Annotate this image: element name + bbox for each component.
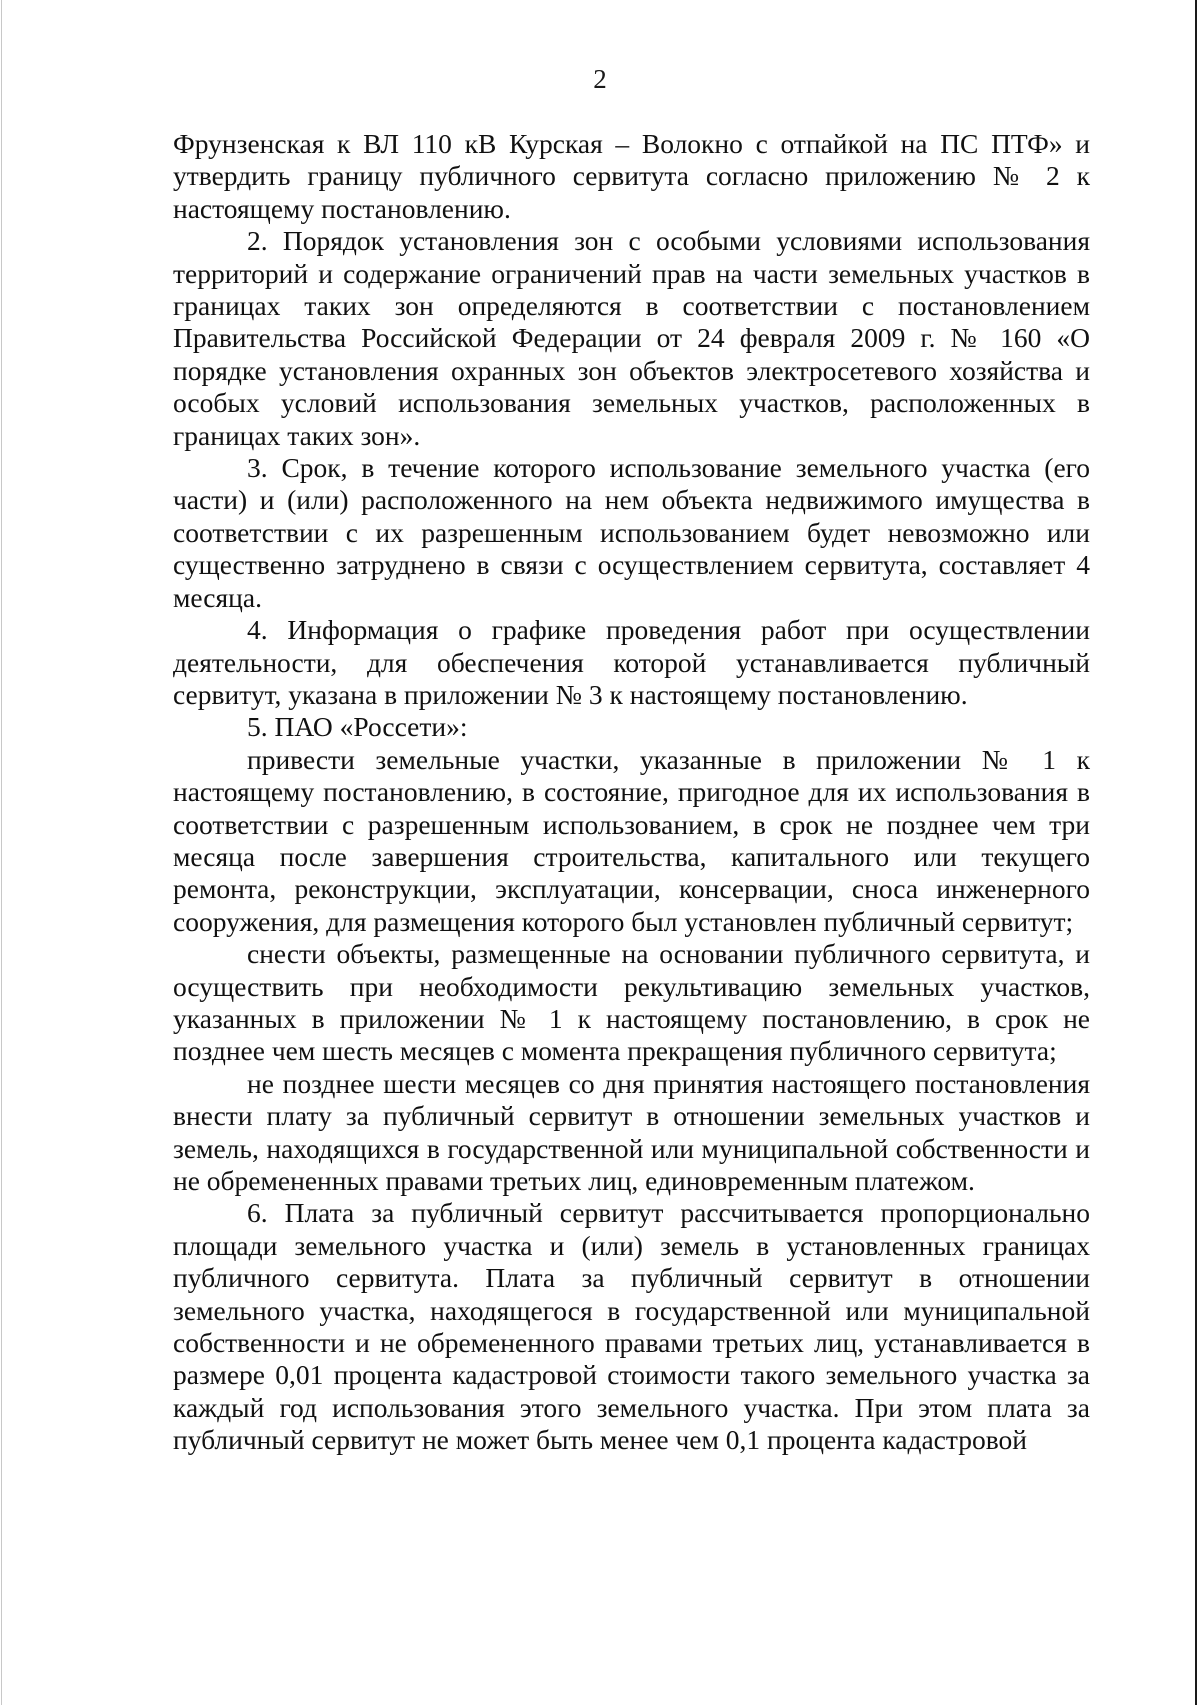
paragraph-item-2: 2. Порядок установления зон с особыми условиями использования территорий и содержание ограничений прав на части земельных участков в границах таких зон определяются в соответствии с постановлением Правительства Российской Федерации от 24 февраля 2009 г. № 160 «О порядке установления охранных зон объектов электросетевого хозяйства и особых условий использования земельных участков, расположенных в границах таких зон».	[173, 225, 1090, 451]
scan-edge-right	[1195, 0, 1197, 1705]
paragraph-continuation: Фрунзенская к ВЛ 110 кВ Курская – Волокно с отпайкой на ПС ПТФ» и утвердить границу публичного сервитута согласно приложению № 2 к настоящему постановлению.	[173, 128, 1090, 224]
paragraph-item-5-heading: 5. ПАО «Россети»:	[247, 711, 468, 743]
document-body	[173, 128, 1090, 1457]
paragraph-item-6: 6. Плата за публичный сервитут рассчитывается пропорционально площади земельного участка и (или) земель в установленных границах публичного сервитута. Плата за публичный сервитут в отношении земельного участка, находящегося в государственной или муниципальной собственности и не обремененного правами третьих лиц, устанавливается в размере 0,01 процента кадастровой стоимости такого земельного участка за каждый год использования этого земельного участка. При этом плата за публичный сервитут не может быть менее чем 0,1 процента кадастровой	[173, 1197, 1090, 1456]
paragraph-item-4: 4. Информация о графике проведения работ при осуществлении деятельности, для обеспечения которой устанавливается публичный сервитут, указана в приложении № 3 к настоящему постановлению.	[173, 614, 1090, 710]
paragraph-item-5-subclause-1: привести земельные участки, указанные в приложении № 1 к настоящему постановлению, в состояние, пригодное для их использования в соответствии с разрешенным использованием, в срок не позднее чем три месяца после завершения строительства, капитального или текущего ремонта, реконструкции, эксплуатации, консервации, сноса инженерного сооружения, для размещения которого был установлен публичный сервитут;	[173, 743, 1090, 937]
scan-edge-left	[1, 0, 2, 1705]
paragraph-item-3: 3. Срок, в течение которого использование земельного участка (его части) и (или) расположенного на нем объекта недвижимого имущества в соответствии с их разрешенным использованием будет невозможно или существенно затруднено в связи с осуществлением сервитута, составляет 4 месяца.	[173, 452, 1090, 613]
page-number: 2	[593, 64, 607, 94]
paragraph-item-5-subclause-2: снести объекты, размещенные на основании публичного сервитута, и осуществить при необходимости рекультивацию земельных участков, указанных в приложении № 1 к настоящему постановлению, в срок не позднее чем шесть месяцев с момента прекращения публичного сервитута;	[173, 938, 1090, 1067]
paragraph-item-5-subclause-3: не позднее шести месяцев со дня принятия настоящего постановления внести плату за публичный сервитут в отношении земельных участков и земель, находящихся в государственной или муниципальной собственности и не обремененных правами третьих лиц, единовременным платежом.	[173, 1067, 1090, 1196]
